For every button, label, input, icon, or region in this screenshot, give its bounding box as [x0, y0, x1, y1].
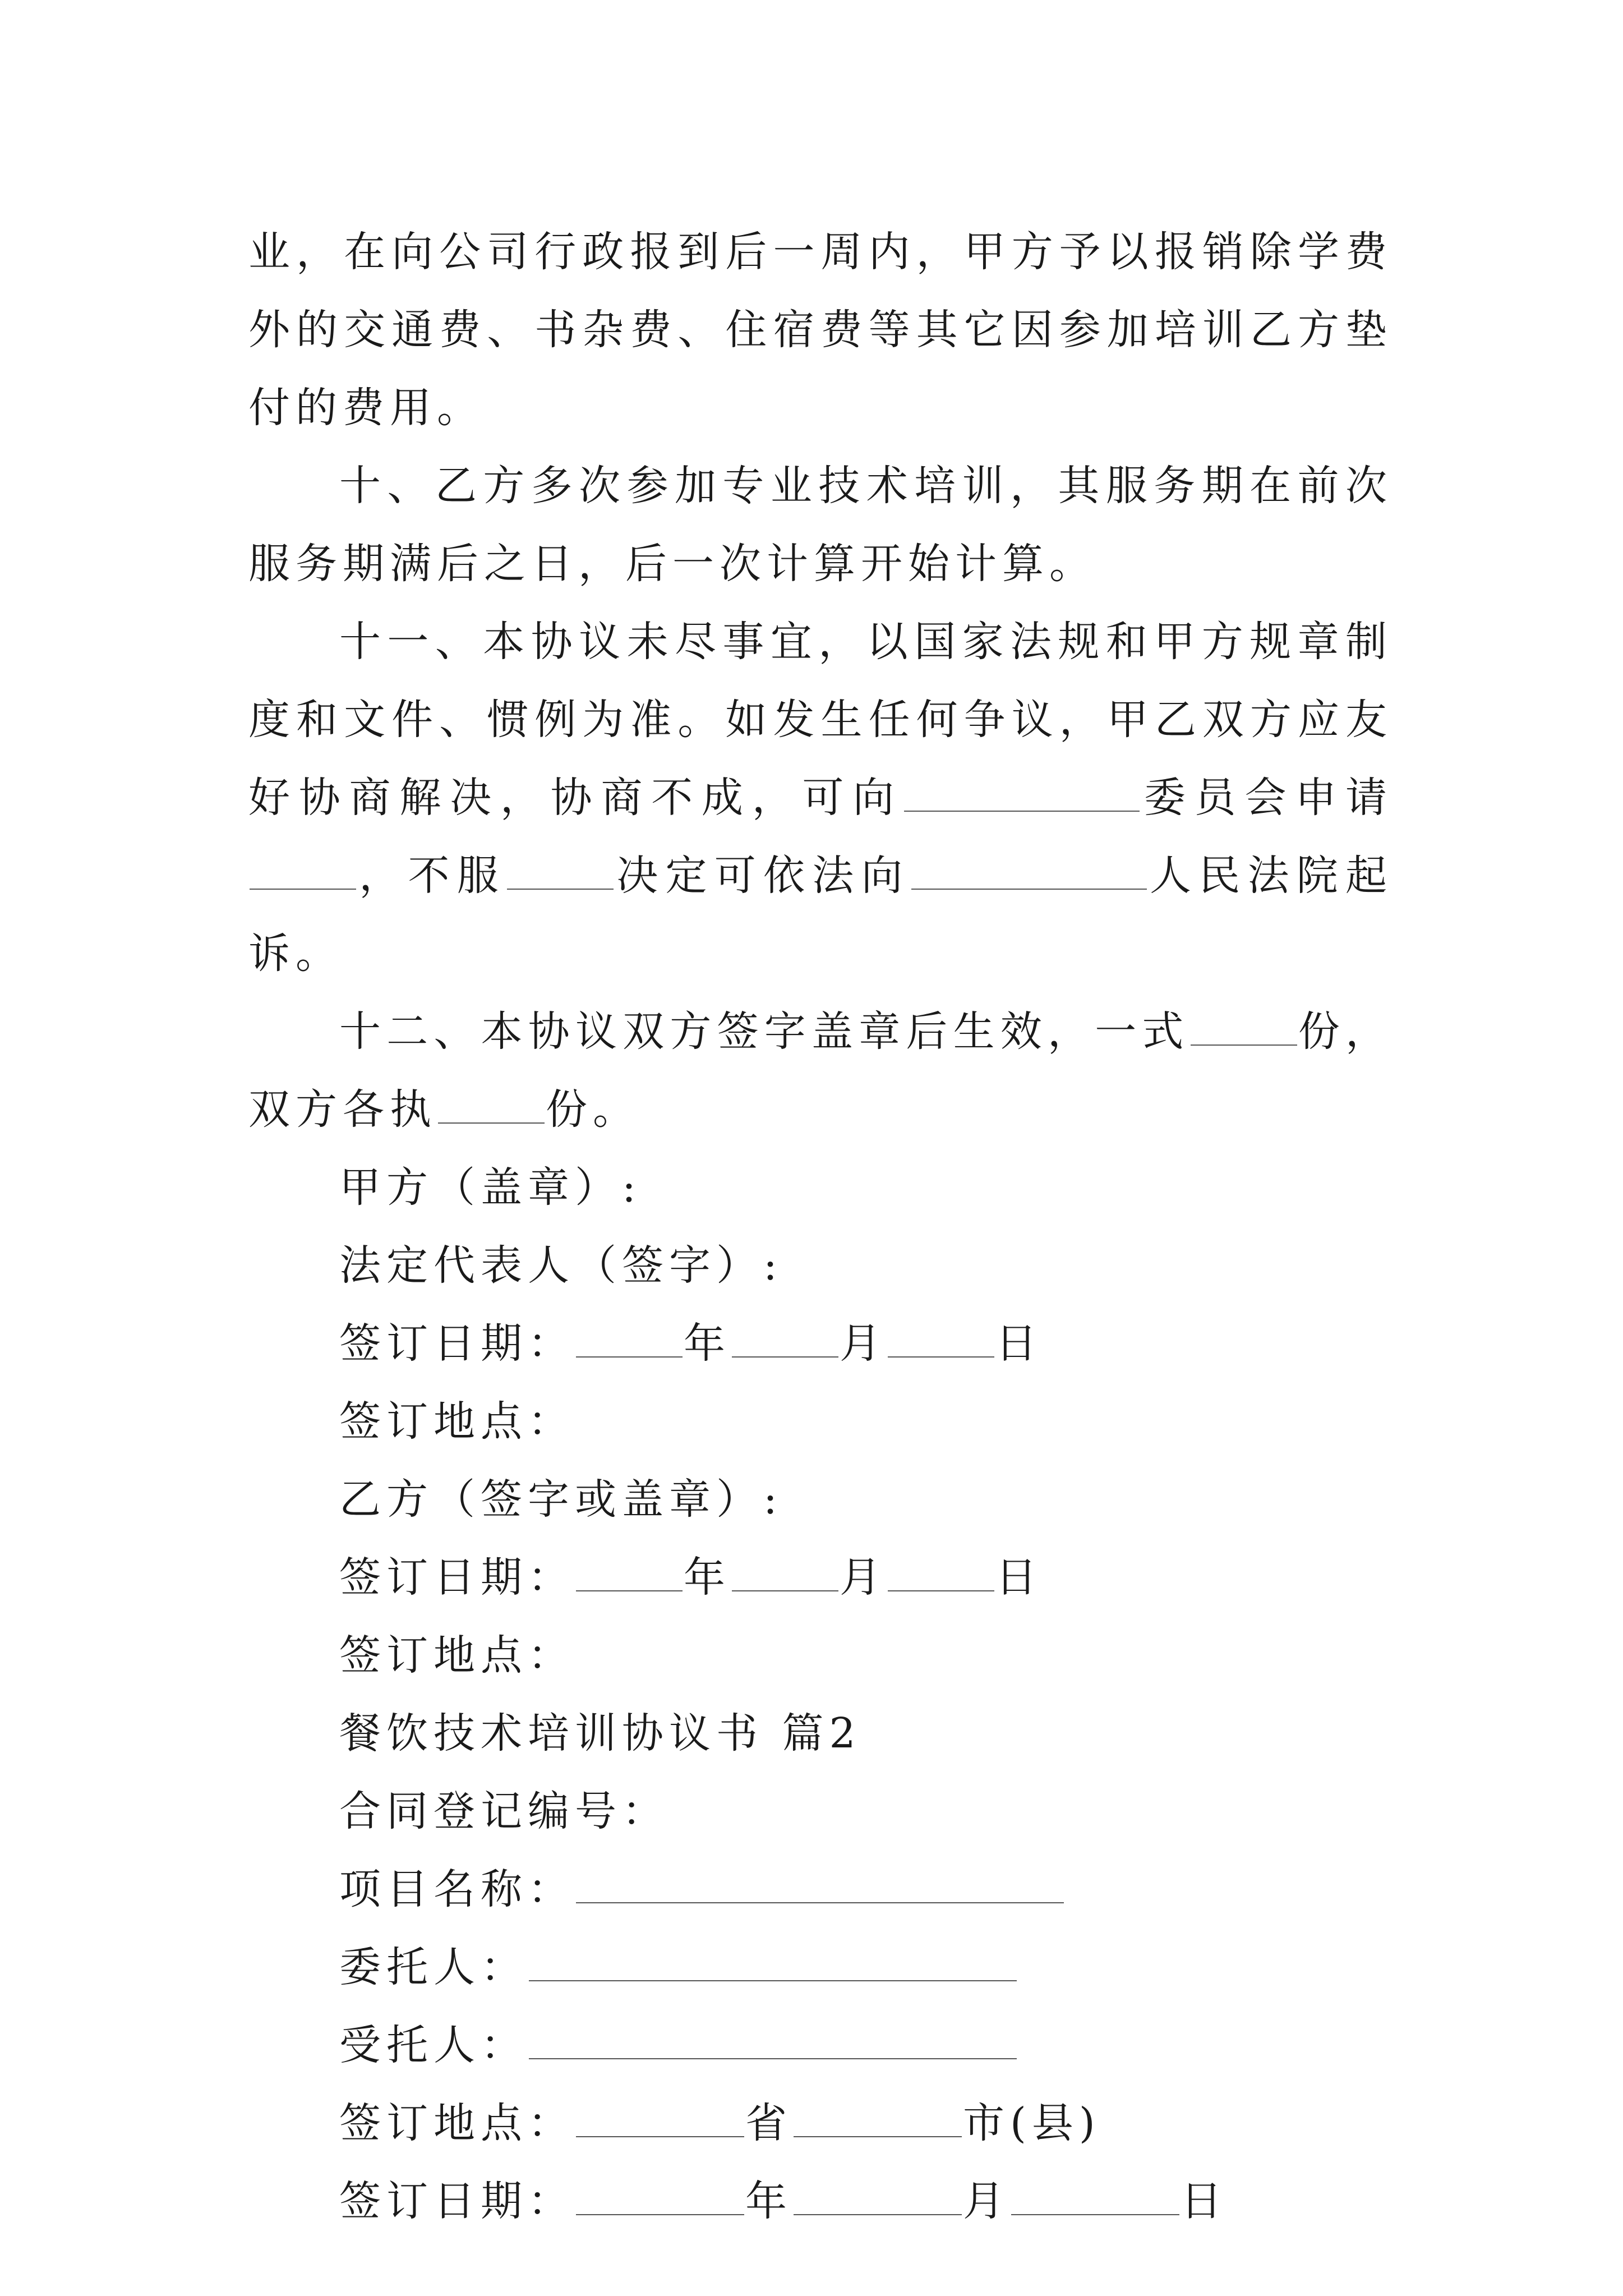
province-label: 省 — [745, 2099, 792, 2147]
contract-reg-line — [248, 1773, 1393, 1851]
section-title: 餐饮技术培训协议书 篇2 — [339, 1709, 861, 1757]
paragraph-text: 业，在向公司行政报到后一周内，甲方予以报销除学费外的交通费、书杂费、住宿费等其它因参加培训乙方垫付的费用。 — [248, 228, 1393, 432]
day-label: 日 — [995, 1319, 1043, 1368]
blank-month[interactable] — [794, 2180, 962, 2215]
paragraph-continued — [248, 213, 1393, 447]
clause-11-text-4: 决定可依法向 — [615, 852, 910, 900]
blank-court[interactable] — [911, 855, 1147, 890]
trustee-label: 受托人： — [339, 2021, 528, 2069]
clause-11-text-5: 人民法院起诉。 — [248, 852, 1393, 978]
sign-place-label: 签订地点： — [339, 1631, 575, 1680]
month-label: 月 — [840, 1553, 887, 1602]
blank-day[interactable] — [1011, 2180, 1179, 2215]
blank-decision-type[interactable] — [507, 855, 614, 890]
contract-place-line — [248, 2085, 1393, 2162]
party-a-seal-line — [248, 1149, 1393, 1227]
project-name-line — [248, 1851, 1393, 1929]
clause-11-text-2: 委员会申请 — [1141, 774, 1393, 822]
blank-day[interactable] — [888, 1323, 994, 1358]
clause-10-text: 十、乙方多次参加专业技术培训，其服务期在前次服务期满后之日，后一次计算开始计算。 — [248, 462, 1393, 588]
clause-12-text-1: 十二、本协议双方签字盖章后生效，一式 — [339, 1007, 1189, 1056]
month-label: 月 — [840, 1319, 887, 1368]
blank-project-name[interactable] — [576, 1869, 1064, 1903]
blank-province[interactable] — [576, 2102, 744, 2137]
blank-apply-type[interactable] — [250, 855, 356, 890]
sign-place-label: 签订地点： — [339, 2099, 575, 2147]
blank-trustee[interactable] — [529, 2024, 1017, 2059]
party-a-seal-label: 甲方（盖章）: — [339, 1163, 642, 1212]
party-a-place-line — [248, 1383, 1393, 1461]
blank-copies-total[interactable] — [1191, 1011, 1297, 1046]
client-line — [248, 1929, 1393, 2007]
blank-year[interactable] — [576, 2180, 744, 2215]
party-b-sign-line — [248, 1461, 1393, 1539]
clause-12-text-2: 份，双方各执 — [248, 1007, 1393, 1134]
trustee-line — [248, 2007, 1393, 2085]
party-b-place-line — [248, 1617, 1393, 1695]
year-label: 年 — [684, 1319, 731, 1368]
month-label: 月 — [963, 2177, 1010, 2225]
party-b-date-line — [248, 1539, 1393, 1617]
blank-month[interactable] — [732, 1557, 838, 1591]
section-title-line — [248, 1695, 1393, 1773]
day-label: 日 — [1181, 2177, 1228, 2225]
client-label: 委托人： — [339, 1943, 528, 1991]
project-name-label: 项目名称： — [339, 1865, 575, 1913]
clause-12 — [248, 993, 1393, 1149]
party-a-date-line — [248, 1305, 1393, 1383]
blank-year[interactable] — [576, 1557, 683, 1591]
contract-date-line — [248, 2162, 1393, 2240]
year-label: 年 — [745, 2177, 792, 2225]
clause-11 — [248, 603, 1393, 993]
legal-rep-label: 法定代表人（签字）: — [339, 1241, 783, 1290]
sign-date-label: 签订日期： — [339, 2177, 575, 2225]
contract-reg-label: 合同登记编号： — [339, 1787, 669, 1835]
document-body — [248, 213, 1393, 2240]
blank-month[interactable] — [732, 1323, 838, 1358]
blank-client[interactable] — [529, 1947, 1017, 1981]
year-label: 年 — [684, 1553, 731, 1602]
blank-year[interactable] — [576, 1323, 683, 1358]
blank-committee[interactable] — [904, 777, 1140, 812]
blank-day[interactable] — [888, 1557, 994, 1591]
sign-date-label: 签订日期： — [339, 1553, 575, 1602]
blank-copies-each[interactable] — [438, 1089, 545, 1124]
blank-city[interactable] — [794, 2102, 962, 2137]
legal-rep-line — [248, 1227, 1393, 1305]
sign-date-label: 签订日期： — [339, 1319, 575, 1368]
party-b-sign-label: 乙方（签字或盖章）: — [339, 1475, 783, 1524]
clause-11-text-1: 十一、本协议未尽事宜，以国家法规和甲方规章制度和文件、惯例为准。如发生任何争议，甲乙双方应友好协商解决，协商不成，可向 — [248, 618, 1393, 822]
clause-10 — [248, 447, 1393, 603]
sign-place-label: 签订地点： — [339, 1397, 575, 1446]
day-label: 日 — [995, 1553, 1043, 1602]
city-county-label: 市(县) — [963, 2099, 1101, 2147]
clause-11-text-3: ，不服 — [357, 852, 506, 900]
clause-12-text-3: 份。 — [546, 1085, 640, 1134]
